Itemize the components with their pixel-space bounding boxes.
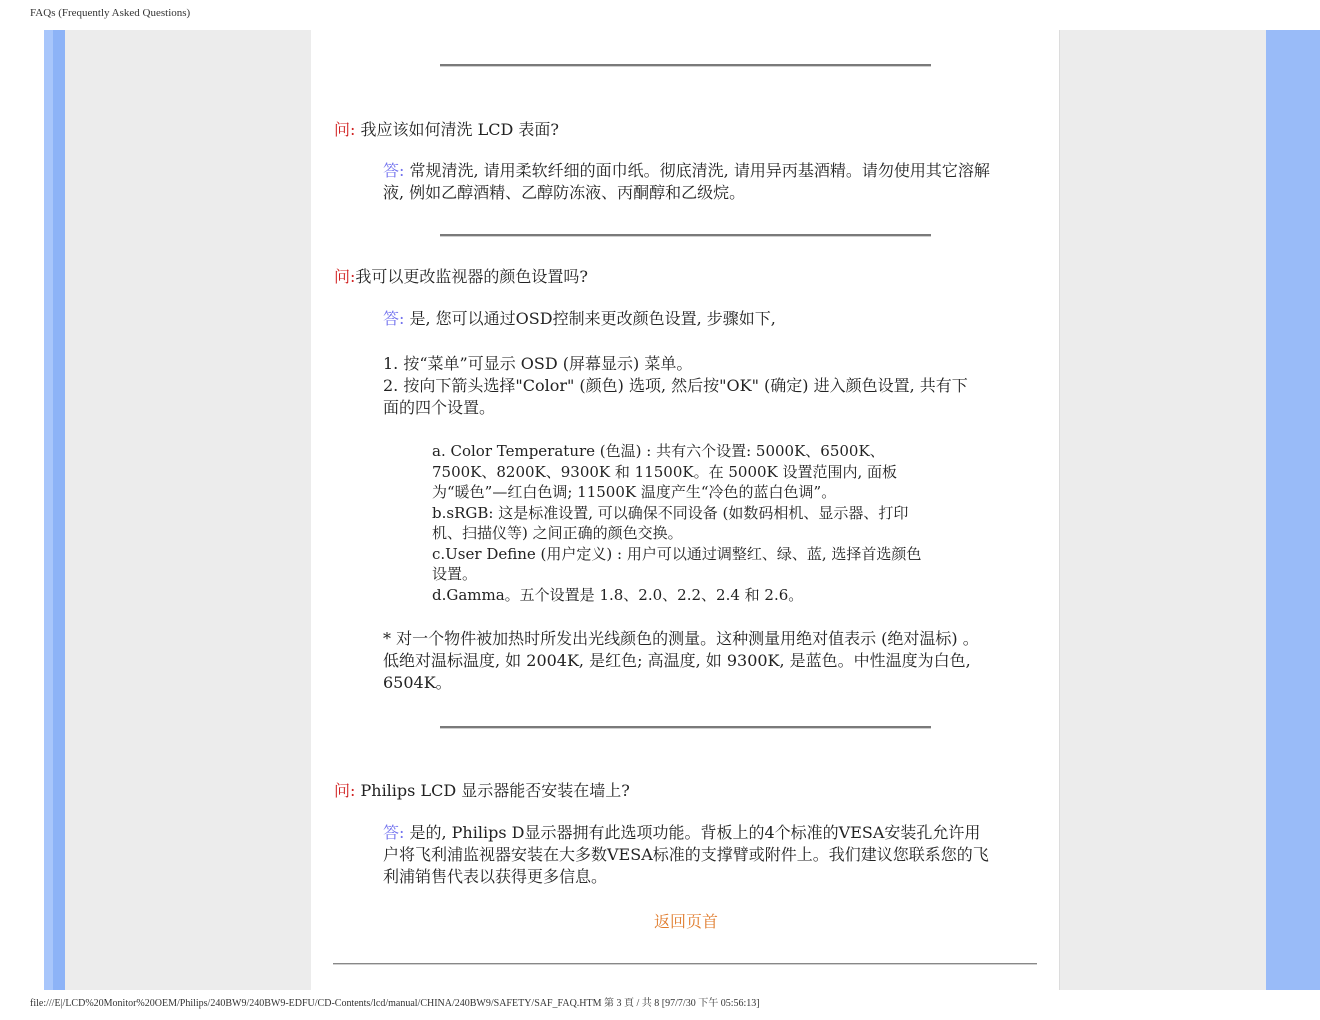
question-text: 我可以更改监视器的颜色设置吗?	[355, 267, 588, 286]
section-divider	[440, 64, 931, 67]
question-text: Philips LCD 显示器能否安装在墙上?	[355, 781, 630, 800]
left-gray-sidebar	[65, 30, 311, 990]
answer-text: 是的, Philips D显示器拥有此选项功能。背板上的4个标准的VESA安装孔允许用户将飞利浦监视器安装在大多数VESA标准的支撑臂或附件上。我们建议您联系您的飞利浦销售代表以获得更多信息。	[383, 823, 989, 886]
right-blue-band	[1266, 30, 1320, 990]
faq-answer-3	[383, 822, 993, 888]
faq-question-2	[334, 264, 588, 287]
answer-text: 是, 您可以通过OSD控制来更改颜色设置, 步骤如下,	[404, 309, 776, 328]
faq-question-1	[334, 117, 559, 140]
setting-item: c.User Define (用户定义) : 用户可以通过调整红、绿、蓝, 选择首选颜色设置。	[432, 544, 922, 583]
question-marker: 问:	[334, 120, 356, 139]
answer-marker: 答:	[383, 161, 405, 180]
setting-item: b.sRGB: 这是标准设置, 可以确保不同设备 (如数码相机、显示器、打印机、扫描仪等) 之间正确的颜色交换。	[432, 503, 909, 542]
faq-question-3	[334, 778, 630, 801]
color-temperature-note: * 对一个物件被加热时所发出光线颜色的测量。这种测量用绝对值表示 (绝对温标) 。低绝对温标温度, 如 2004K, 是红色; 高温度, 如 9300K, 是蓝色。中性温度为白色, 6504K。	[383, 629, 979, 692]
setting-item: d.Gamma。五个设置是 1.8、2.0、2.2、2.4 和 2.6。	[432, 585, 804, 604]
right-gray-sidebar	[1059, 30, 1267, 990]
left-blue-stripe	[44, 30, 53, 990]
faq-answer-2	[383, 308, 993, 330]
answer-text: 常规清洗, 请用柔软纤细的面巾纸。彻底清洗, 请用异丙基酒精。请勿使用其它溶解液, 例如乙醇酒精、乙醇防冻液、丙酮醇和乙级烷。	[383, 161, 990, 202]
faq-answer-1	[383, 160, 993, 204]
answer-marker: 答:	[383, 309, 405, 328]
color-settings-list	[432, 441, 922, 605]
section-divider	[440, 726, 931, 729]
left-blue-band	[53, 30, 65, 990]
right-gap	[1043, 30, 1059, 990]
back-to-top-link[interactable]: 返回页首	[654, 912, 719, 931]
question-text: 我应该如何清洗 LCD 表面?	[355, 120, 559, 139]
step-item: 2. 按向下箭头选择"Color" (颜色) 选项, 然后按"OK" (确定) 进入颜色设置, 共有下面的四个设置。	[383, 376, 968, 417]
answer-marker: 答:	[383, 823, 405, 842]
osd-steps	[383, 353, 973, 419]
section-divider	[440, 234, 931, 237]
question-marker: 问:	[334, 781, 356, 800]
bottom-rule	[333, 963, 1037, 965]
print-header: FAQs (Frequently Asked Questions)	[30, 7, 191, 19]
question-marker: 问:	[334, 267, 356, 286]
setting-item: a. Color Temperature (色温) : 共有六个设置: 5000K、6500K、7500K、8200K、9300K 和 11500K。在 5000K 设置范围内, 面板为“暖色”—红白色调; 11500K 温度产生“冷色的蓝白色调”。	[432, 442, 898, 501]
print-footer: file:///E|/LCD%20Monitor%20OEM/Philips/240BW9/240BW9-EDFU/CD-Contents/lcd/manual/CHINA/240BW9/SAFETY/SAF_FAQ.HTM 第 3 頁 / 共 8 [97/7/30 下午 05:56:13]	[30, 998, 760, 1009]
step-item: 1. 按“菜单”可显示 OSD (屏幕显示) 菜单。	[383, 354, 693, 373]
